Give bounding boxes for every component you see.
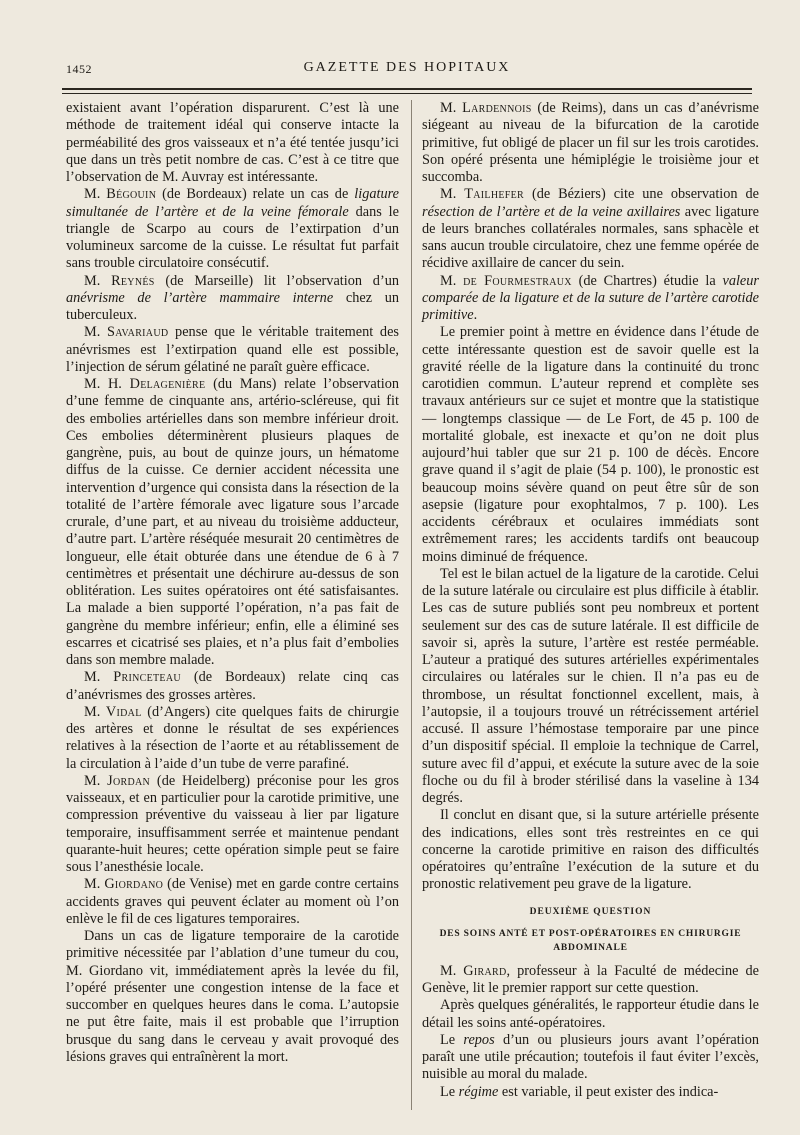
text-run: (du Mans) relate l’observation d’une femme de cinquante ans, artério-scléreuse, qui fit des embolies artérielles dans son membre inférieur droit. Ces embolies déterminèrent plusieurs plaques de gangrène, puis, au bout de quinze jours, un hématome diffus de la cuisse. Ce dernier accident nécessita une intervention d’urgence qui consista dans la résection de la totalité de l’artère fémorale avec ligature sous l’arcade crurale, d’une part, et au niveau du troisième adducteur, d’autre part. L’artère réséquée mesurait 20 centimètres de longueur, elle était obturée dans une étendue de 6 à 7 centimètres et présentait une déchirure au-dessus de son oblitération. Les suites opératoires ont été satisfaisantes. La malade a bien supporté l’opération, n’a pas fait de gangrène du membre inférieur; enfin, elle a éliminé ses escarres et cicatrisé ses plaies, et n’a plus fait d’embolies dans son membre malade. (66, 376, 399, 668)
text-run: est variable, il peut exister des indica- (498, 1083, 719, 1100)
author-name: Lardennois (462, 100, 532, 116)
italic-title: repos (463, 1031, 495, 1048)
text-run: (de Heidelberg) préconise pour les gros vaisseaux, et en particulier pour la carotide primitive, une compression préventive du vaisseau à lier par ligature temporaire, insuffisamment serrée et maintenue pendant quarante-huit heures; cette opération simple peut se faire sous l’anesthésie locale. (66, 772, 399, 875)
paragraph (66, 704, 399, 773)
text-run: (de Béziers) cite une observation de (524, 186, 759, 203)
text-run: M. (84, 324, 107, 341)
paragraph (66, 773, 399, 877)
text-run: (de Chartres) étudie la (571, 272, 723, 289)
paragraph (66, 324, 399, 376)
paragraph (66, 186, 399, 272)
text-run: d’un ou plusieurs jours avant l’opération paraît une utile précaution; toutefois il faut éviter l’excès, nuisible au moral du malade. (422, 1031, 759, 1083)
paragraph (422, 100, 759, 186)
left-column (66, 100, 399, 1066)
paragraph (422, 1032, 759, 1084)
paragraph (66, 669, 399, 704)
text-run: . (473, 307, 478, 323)
text-run: M. (440, 100, 463, 116)
author-name: Princeteau (113, 669, 181, 686)
author-name: Jordan (107, 772, 151, 789)
text-run: pense que le véritable traitement des anévrismes est l’extirpation quand elle est possible, l’injection de sérum gélatiné ne paraît guère efficace. (66, 324, 399, 375)
italic-title: ligature simultanée de l’artère et de la veine fémorale (66, 186, 399, 220)
text-run: existaient avant l’opération disparurent. C’est là une méthode de traitement idéal qui conserve intacte la perméabilité des gros vaisseaux et n’a été tentée jusqu’ici que dans un très petit nombre de cas. C’est à ce titre que l’observation de M. Auvray est intéressante. (66, 100, 399, 185)
paragraph (66, 876, 399, 928)
text-run: M. (440, 272, 464, 289)
text-run: (de Marseille) lit l’observation d’un (154, 272, 399, 289)
text-run: M. H. (84, 376, 130, 392)
text-run: (de Bordeaux) relate un cas de (156, 186, 355, 203)
text-run: (de Reims), dans un cas d’anévrisme siégeant au niveau de la bifurcation de la carotide primitive, fut obligé de placer un fil sur les trois carotides. Son opéré présenta une hémiplégie le troisième jour et succomba. (422, 100, 759, 185)
italic-title: valeur comparée de la ligature et de la suture de l’artère carotide primitive (422, 272, 759, 323)
author-name: de Fourmestraux (463, 272, 572, 289)
author-name: Girard (463, 962, 507, 979)
right-column-articles (422, 100, 759, 894)
author-name: Bégouin (106, 186, 157, 203)
author-name: Savariaud (106, 324, 169, 341)
section-subheading: DES SOINS ANTÉ ET POST-OPÉRATOIRES EN CHIRURGIE ABDOMINALE (439, 928, 742, 953)
author-name: Reynés (111, 272, 155, 289)
text-run: Le (440, 1083, 459, 1100)
italic-title: anévrisme de l’artère mammaire interne (66, 289, 334, 306)
text-run: Après quelques généralités, le rapporteur étudie dans le détail les soins anté-opératoires. (422, 997, 759, 1031)
paragraph (422, 186, 759, 272)
text-run: M. (84, 772, 108, 789)
paragraph (422, 997, 759, 1032)
text-run: M. (84, 703, 106, 720)
text-run: Le premier point à mettre en évidence dans l’étude de cette intéressante question est de savoir quelle est la gravité réelle de la ligature dans la continuité du tronc carotidien commun. L’auteur reprend et complète ses travaux antérieurs sur ce sujet et montre que la statistique — longtemps classique — de Le Fort, de 45 p. 100 de mortalité globale, est inexacte et qu’on ne doit plus aujourd’hui tabler que sur 21 p. 100 de décès. Encore grave quand il s’agit de plaie (54 p. 100), le pronostic est beaucoup moins sévère quand on peut être sûr de son asepsie (ligature pour exophtalmos, 7 p. 100). Les accidents cérébraux et oculaires immédiats sont extrêmement rares; les accidents tardifs ont beaucoup moins diminué de fréquence. (422, 324, 759, 565)
paragraph (422, 1084, 759, 1101)
text-run: M. (84, 669, 114, 686)
text-run: M. (84, 186, 107, 203)
author-name: Delagenière (129, 376, 206, 392)
text-run: M. (84, 876, 105, 893)
text-run: M. (84, 272, 112, 289)
italic-title: résection de l’artère et de la veine axillaires (422, 203, 681, 220)
text-run: M. (440, 962, 464, 979)
text-run: (de Venise) met en garde contre certains accidents graves qui peuvent éclater au moment où l’on enlève le fil de ces ligatures temporaires. (66, 876, 399, 927)
text-run: Il conclut en disant que, si la suture artérielle présente des indications, elles sont très restreintes en ce qui concerne la carotide primitive en raison des difficultés opératoires qu’entraîne l’exécution de la suture et du pronostic relativement peu grave de la ligature. (422, 807, 759, 893)
journal-title: GAZETTE DES HOPITAUX (303, 60, 511, 75)
text-run: Tel est le bilan actuel de la ligature de la carotide. Celui de la suture latérale ou circulaire est plus difficile à établir. Les cas de suture publiés sont peu nombreux et portent seulement sur des cas de suture latérale. Il est difficile de savoir si, après la suture, l’artère est restée perméable. L’auteur a pratiqué des sutures artérielles expérimentales circulaires ou latérales sur le chien. Il n’a pas eu de thrombose, un résultat fonctionnel excellent, mais, à l’autopsie, il a toujours trouvé un rétrécissement artériel accusé. Il assure l’hémostase temporaire par une pince d’un dispositif spécial. Il emploie la technique de Carrel, suture avec fil d’appui, et exécute la suture avec de la soie floche ou du fil à broder stérilisé dans la vaseline à 134 degrés. (422, 565, 759, 806)
header-rule-thin (62, 93, 752, 94)
column-divider (411, 100, 412, 1110)
right-column (422, 100, 759, 1101)
paragraph (422, 963, 759, 998)
paragraph (422, 324, 759, 566)
paragraph (66, 100, 399, 186)
section-heading: DEUXIÈME QUESTION (529, 906, 652, 917)
paragraph (66, 928, 399, 1066)
text-run: chez un tuberculeux. (66, 289, 400, 323)
header-rule-thick (62, 88, 752, 90)
text-run: Dans un cas de ligature temporaire de la carotide primitive nécessitée par l’ablation d’une tumeur du cou, M. Giordano vit, immédiatement après la levée du fil, l’opéré présenter une congestion intense de la face et succomber en quelques heures dans le coma. L’autopsie ne put être faite, mais il est probable que l’irruption brusque du sang dans le cerveau y avait provoqué des lésions graves qui entraînèrent la mort. (66, 928, 399, 1065)
text-run: dans le triangle de Scarpo au cours de l’extirpation d’un volumineux sarcome de la cuisse. Le résultat fut parfait sans trouble circulatoire consécutif. (66, 203, 399, 272)
text-run: (d’Angers) cite quelques faits de chirurgie des artères et donne le résultat de ses expériences relatives à la résection de l’aorte et au rétablissement de la circulation à l’aide d’un tube de verre parafiné. (66, 703, 399, 772)
right-column-section-text (422, 963, 759, 1101)
text-run: , professeur à la Faculté de médecine de Genève, lit le premier rapport sur cette question. (422, 962, 759, 996)
text-run: M. (440, 186, 465, 203)
page-header (62, 56, 752, 80)
text-run: avec ligature de leurs branches collatérales normales, sans sphacèle et sans aucun trouble circulatoire, chez une femme opérée de récidive axillaire de cancer du sein. (422, 203, 760, 272)
page-number: 1452 (66, 62, 92, 76)
paragraph (422, 566, 759, 808)
author-name: Tailhefer (464, 186, 524, 203)
text-run: Le (440, 1031, 464, 1048)
author-name: Vidal (105, 703, 142, 720)
text-run: (de Bordeaux) relate cinq cas d’anévrismes des grosses artères. (66, 669, 399, 703)
paragraph (66, 273, 399, 325)
paragraph (422, 273, 759, 325)
author-name: Giordano (104, 876, 164, 893)
paragraph (422, 807, 759, 893)
italic-title: régime (458, 1083, 499, 1100)
paragraph (66, 376, 399, 669)
